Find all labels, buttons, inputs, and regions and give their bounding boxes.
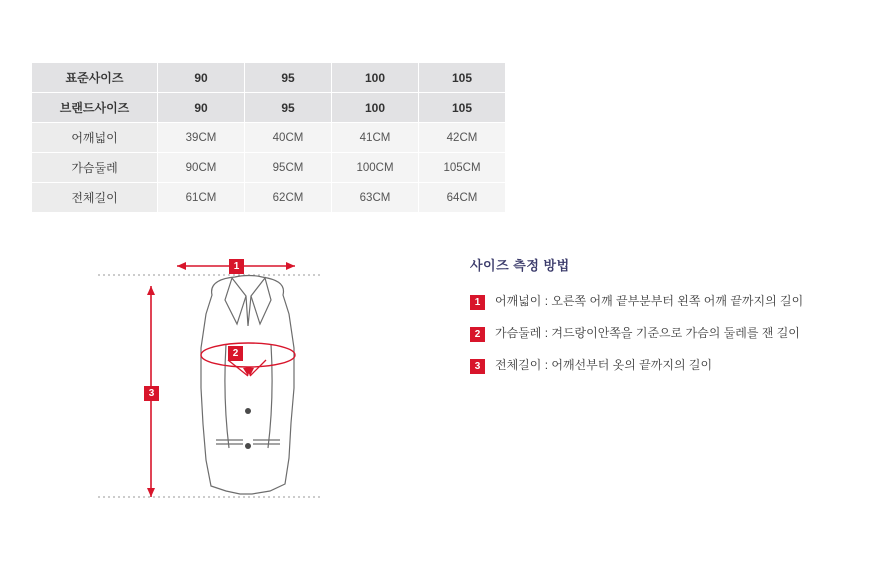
shoulder-arrow-head-right [286,262,295,270]
marker-2-chest: 2 [228,346,243,361]
cell: 90 [158,63,245,93]
cell: 95 [245,93,332,123]
row-header-brand-size: 브랜드사이즈 [32,93,158,123]
cell: 95 [245,63,332,93]
row-header-standard-size: 표준사이즈 [32,63,158,93]
vest-illustration-svg [80,248,410,518]
cell: 100 [332,93,419,123]
measurement-diagram [80,248,410,518]
table-row [32,183,506,213]
row-header-shoulder-width: 어깨넓이 [32,123,158,153]
lapel-left [225,278,246,324]
table-row [32,123,506,153]
cell: 64CM [419,183,506,213]
cell: 100 [332,63,419,93]
marker-3-length: 3 [144,386,159,401]
legend-item-chest [470,326,850,342]
row-header-chest-circumference: 가슴둘레 [32,153,158,183]
measurement-legend [470,255,850,390]
collar-center [246,296,251,326]
table-row [32,93,506,123]
length-arrow-head-top [147,286,155,295]
cell: 62CM [245,183,332,213]
legend-text-1: 어깨넓이 : 오른쪽 어깨 끝부분부터 왼쪽 어깨 끝까지의 길이 [495,294,804,308]
cell: 39CM [158,123,245,153]
cell: 40CM [245,123,332,153]
dart-right [268,344,272,448]
size-table [31,62,506,213]
garment-outline [201,276,294,495]
legend-badge-1: 1 [470,295,485,310]
cell: 61CM [158,183,245,213]
marker-1-shoulder: 1 [229,259,244,274]
legend-item-shoulder [470,294,850,310]
legend-item-length [470,358,850,374]
cell: 41CM [332,123,419,153]
shoulder-arrow-head-left [177,262,186,270]
legend-text-2: 가슴둘레 : 겨드랑이안쪽을 기준으로 가슴의 둘레를 잰 길이 [495,326,800,340]
cell: 100CM [332,153,419,183]
cell: 90 [158,93,245,123]
cell: 95CM [245,153,332,183]
button-lower [245,443,251,449]
length-arrow-head-bottom [147,488,155,497]
size-table-body [32,63,506,213]
garment-body [201,276,294,495]
cell: 105 [419,93,506,123]
table-row [32,153,506,183]
row-header-total-length: 전체길이 [32,183,158,213]
cell: 105 [419,63,506,93]
legend-title: 사이즈 측정 방법 [470,258,570,273]
legend-badge-3: 3 [470,359,485,374]
cell: 63CM [332,183,419,213]
chest-ellipse [201,343,295,367]
button-upper [245,408,251,414]
legend-badge-2: 2 [470,327,485,342]
cell: 105CM [419,153,506,183]
legend-text-3: 전체길이 : 어깨선부터 옷의 끝까지의 길이 [495,358,713,372]
cell: 90CM [158,153,245,183]
table-row [32,63,506,93]
cell: 42CM [419,123,506,153]
lapel-right [251,278,271,324]
